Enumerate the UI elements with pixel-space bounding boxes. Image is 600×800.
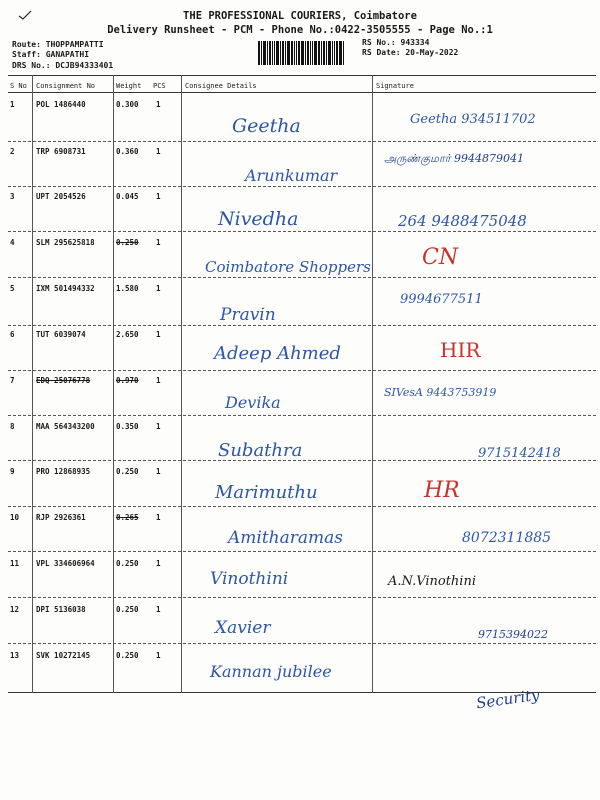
row-sno: 8 (10, 422, 15, 431)
row-pcs: 1 (156, 422, 161, 431)
row-pcs: 1 (156, 651, 161, 660)
col-header-consignment: Consignment No (36, 82, 96, 90)
company-title: THE PROFESSIONAL COURIERS, Coimbatore (183, 10, 417, 22)
row-pcs: 1 (156, 147, 161, 156)
row-sno: 11 (10, 559, 20, 568)
row-sno: 10 (10, 513, 20, 522)
row-consignee-handwritten: Geetha (232, 115, 301, 137)
row-sno: 6 (10, 330, 15, 339)
row-consignee-handwritten: Devika (225, 393, 281, 412)
row-consignment-no: POL 1486440 (36, 100, 86, 109)
row-consignment-no: DPI 5136038 (36, 605, 86, 614)
route-label: Route: THOPPAMPATTI (12, 40, 104, 49)
row-pcs: 1 (156, 100, 161, 109)
row-consignee-handwritten: Xavier (215, 618, 271, 638)
row-separator (8, 325, 596, 326)
row-weight: 0.250 (116, 605, 139, 614)
row-consignment-no: SVK 10272145 (36, 651, 91, 660)
row-separator (8, 370, 596, 371)
row-sno: 13 (10, 651, 20, 660)
row-consignee-handwritten: Adeep Ahmed (214, 343, 341, 364)
row-separator (8, 460, 596, 461)
drs-number: DRS No.: DCJB94333401 (12, 61, 114, 70)
row-weight: 0.360 (116, 147, 139, 156)
column-divider (181, 75, 182, 693)
row-pcs: 1 (156, 192, 161, 201)
row-consignee-handwritten: Nivedha (218, 208, 299, 230)
row-consignee-handwritten: Subathra (218, 440, 303, 461)
column-divider (113, 75, 114, 693)
row-sno: 9 (10, 467, 15, 476)
row-signature-handwritten: அருண்குமார் 9944879041 (384, 152, 524, 165)
row-weight: 0.265 (116, 513, 139, 522)
row-consignment-no: RJP 2926361 (36, 513, 86, 522)
row-consignee-handwritten: Arunkumar (245, 166, 338, 185)
row-signature-handwritten: 9715394022 (478, 628, 548, 641)
col-header-consignee: Consignee Details (185, 82, 257, 90)
row-sno: 4 (10, 238, 15, 247)
row-weight: 0.970 (116, 376, 139, 385)
row-signature-handwritten: Security (475, 685, 541, 713)
row-separator (8, 141, 596, 142)
col-header-pcs: PCS (153, 82, 166, 90)
row-consignee-handwritten: Coimbatore Shoppers (205, 258, 371, 276)
row-weight: 0.250 (116, 238, 139, 247)
row-weight: 2.650 (116, 330, 139, 339)
row-signature-handwritten: HR (424, 478, 460, 503)
row-signature-handwritten: 9994677511 (400, 292, 483, 307)
row-pcs: 1 (156, 238, 161, 247)
runsheet-subtitle: Delivery Runsheet - PCM - Phone No.:0422-3505555 - Page No.:1 (107, 24, 493, 36)
row-pcs: 1 (156, 330, 161, 339)
row-pcs: 1 (156, 284, 161, 293)
rs-number: RS No.: 943334 (362, 38, 430, 47)
row-consignment-no: TUT 6039074 (36, 330, 86, 339)
row-signature-handwritten: CN (422, 245, 459, 270)
row-weight: 0.250 (116, 651, 139, 660)
row-sno: 1 (10, 100, 15, 109)
row-weight: 0.350 (116, 422, 139, 431)
row-pcs: 1 (156, 605, 161, 614)
row-separator (8, 551, 596, 552)
row-signature-handwritten: 8072311885 (462, 530, 552, 546)
row-consignment-no: SLM 295625818 (36, 238, 95, 247)
row-weight: 0.250 (116, 559, 139, 568)
row-separator (8, 186, 596, 187)
row-consignment-no: IXM 501494332 (36, 284, 95, 293)
row-consignee-handwritten: Marimuthu (215, 482, 318, 503)
row-pcs: 1 (156, 376, 161, 385)
row-consignment-no: MAA 564343200 (36, 422, 95, 431)
table-top-rule (8, 75, 596, 76)
row-separator (8, 231, 596, 232)
row-consignee-handwritten: Kannan jubilee (210, 662, 332, 681)
column-divider (372, 75, 373, 693)
row-consignment-no: PRO 12868935 (36, 467, 91, 476)
row-separator (8, 277, 596, 278)
row-signature-handwritten: A.N.Vinothini (388, 574, 476, 589)
row-signature-handwritten: SIVesA 9443753919 (384, 386, 497, 399)
row-pcs: 1 (156, 513, 161, 522)
row-signature-handwritten: Geetha 934511702 (410, 112, 536, 127)
row-pcs: 1 (156, 467, 161, 476)
row-consignee-handwritten: Amitharamas (228, 528, 343, 548)
row-separator (8, 643, 596, 644)
staff-label: Staff: GANAPATHI (12, 50, 90, 59)
table-header-rule (8, 92, 596, 93)
row-sno: 5 (10, 284, 15, 293)
row-consignment-no: UPT 2054526 (36, 192, 86, 201)
row-weight: 0.250 (116, 467, 139, 476)
row-consignment-no: EDQ 25076778 (36, 376, 91, 385)
row-consignee-handwritten: Vinothini (210, 569, 289, 589)
row-signature-handwritten: HIR (440, 338, 481, 362)
row-separator (8, 415, 596, 416)
column-divider (32, 75, 33, 693)
row-signature-handwritten: 9715142418 (478, 446, 561, 461)
row-pcs: 1 (156, 559, 161, 568)
col-header-sno: S No (10, 82, 27, 90)
row-signature-handwritten: 264 9488475048 (398, 212, 527, 230)
barcode (258, 41, 358, 65)
row-sno: 7 (10, 376, 15, 385)
row-weight: 0.045 (116, 192, 139, 201)
row-consignment-no: TRP 6908731 (36, 147, 86, 156)
row-consignee-handwritten: Pravin (220, 305, 276, 325)
row-weight: 1.580 (116, 284, 139, 293)
row-weight: 0.300 (116, 100, 139, 109)
row-consignment-no: VPL 334606964 (36, 559, 95, 568)
row-sno: 12 (10, 605, 20, 614)
row-separator (8, 506, 596, 507)
row-sno: 2 (10, 147, 15, 156)
col-header-weight: Weight (116, 82, 142, 90)
row-sno: 3 (10, 192, 15, 201)
row-separator (8, 597, 596, 598)
rs-date: RS Date: 20-May-2022 (362, 48, 459, 57)
col-header-signature: Signature (376, 82, 414, 90)
